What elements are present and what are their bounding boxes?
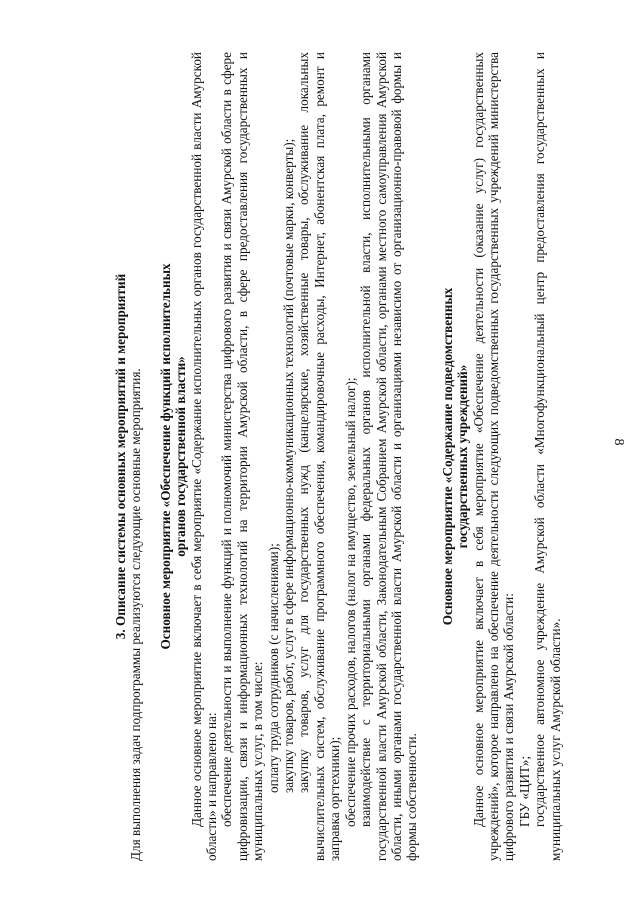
measure2-title-line1: Основное мероприятие «Содержание подведомственных bbox=[439, 287, 455, 626]
measure1-item: закупку товаров, работ, услуг в сфере информационно-коммуникационных технологий (почтовые марки, конверты); bbox=[281, 138, 297, 793]
measure1-item: закупку товаров, услуг для государственных нужд (канцелярские, хозяйственные товары, обслуживание локальных вычислительных систем, обслуживание программного обеспечения, командировочные расходы, Интернет, абонентская плата, ремонт и заправка оргтехники); bbox=[296, 52, 343, 861]
measure1-item: оплату труда сотрудников (с начислениями); bbox=[265, 543, 281, 793]
measure1-item: взаимодействие с территориальными органами федеральных органов исполнительной власти, исполнительными органами государственной власти Амурской области, Законодательным Собранием Амурской области, органами местного самоуправления Амурской области, иными органами государственной власти Амурской области и организациями независимо от организационно-правовой формы и формы собственности. bbox=[358, 52, 420, 861]
measure2-item: ГБУ «ЦИТ»; bbox=[516, 756, 532, 827]
section-title: 3. Описание системы основных мероприятий и мероприятий bbox=[113, 273, 128, 640]
page-number: 8 bbox=[611, 438, 626, 446]
measure1-item: обеспечение прочих расходов, налогов (налог на имущество, земельный налог); bbox=[342, 377, 358, 827]
intro-paragraph: Для выполнения задач подпрограммы реализуются следующие основные мероприятия. bbox=[128, 368, 144, 861]
measure1-description: Данное основное мероприятие включает в себя мероприятие «Содержание исполнительных органов государственной власти Амурской области» и направлено на: bbox=[188, 52, 220, 861]
measure1-title-line1: Основное мероприятие «Обеспечение функций исполнительных bbox=[157, 263, 173, 650]
measure1-title-line2: органов государственной власти» bbox=[173, 356, 189, 557]
measure1-item: обеспечение деятельности и выполнение функций и полномочий министерства цифрового развития и связи Амурской области в сфере цифровизации, связи и информационных технологий на территории Амурской области, в сфере предоставления государственных и муниципальных услуг, в том числе: bbox=[219, 52, 266, 861]
measure2-item: государственное автономное учреждение Амурской области «Многофункциональный центр предоставления государственных и муниципальных услуг Амурской области». bbox=[532, 52, 563, 861]
document-body bbox=[103, 40, 603, 865]
measure2-title-line2: государственных учреждений» bbox=[455, 364, 471, 549]
measure2-description: Данное основное мероприятие включает в себя мероприятие «Обеспечение деятельности (оказание услуг) государственных учреждений», которое направлено на обеспечение деятельности следующих подведомственных государственных учреждений министерства цифрового развития и связи Амурской области: bbox=[470, 52, 517, 861]
